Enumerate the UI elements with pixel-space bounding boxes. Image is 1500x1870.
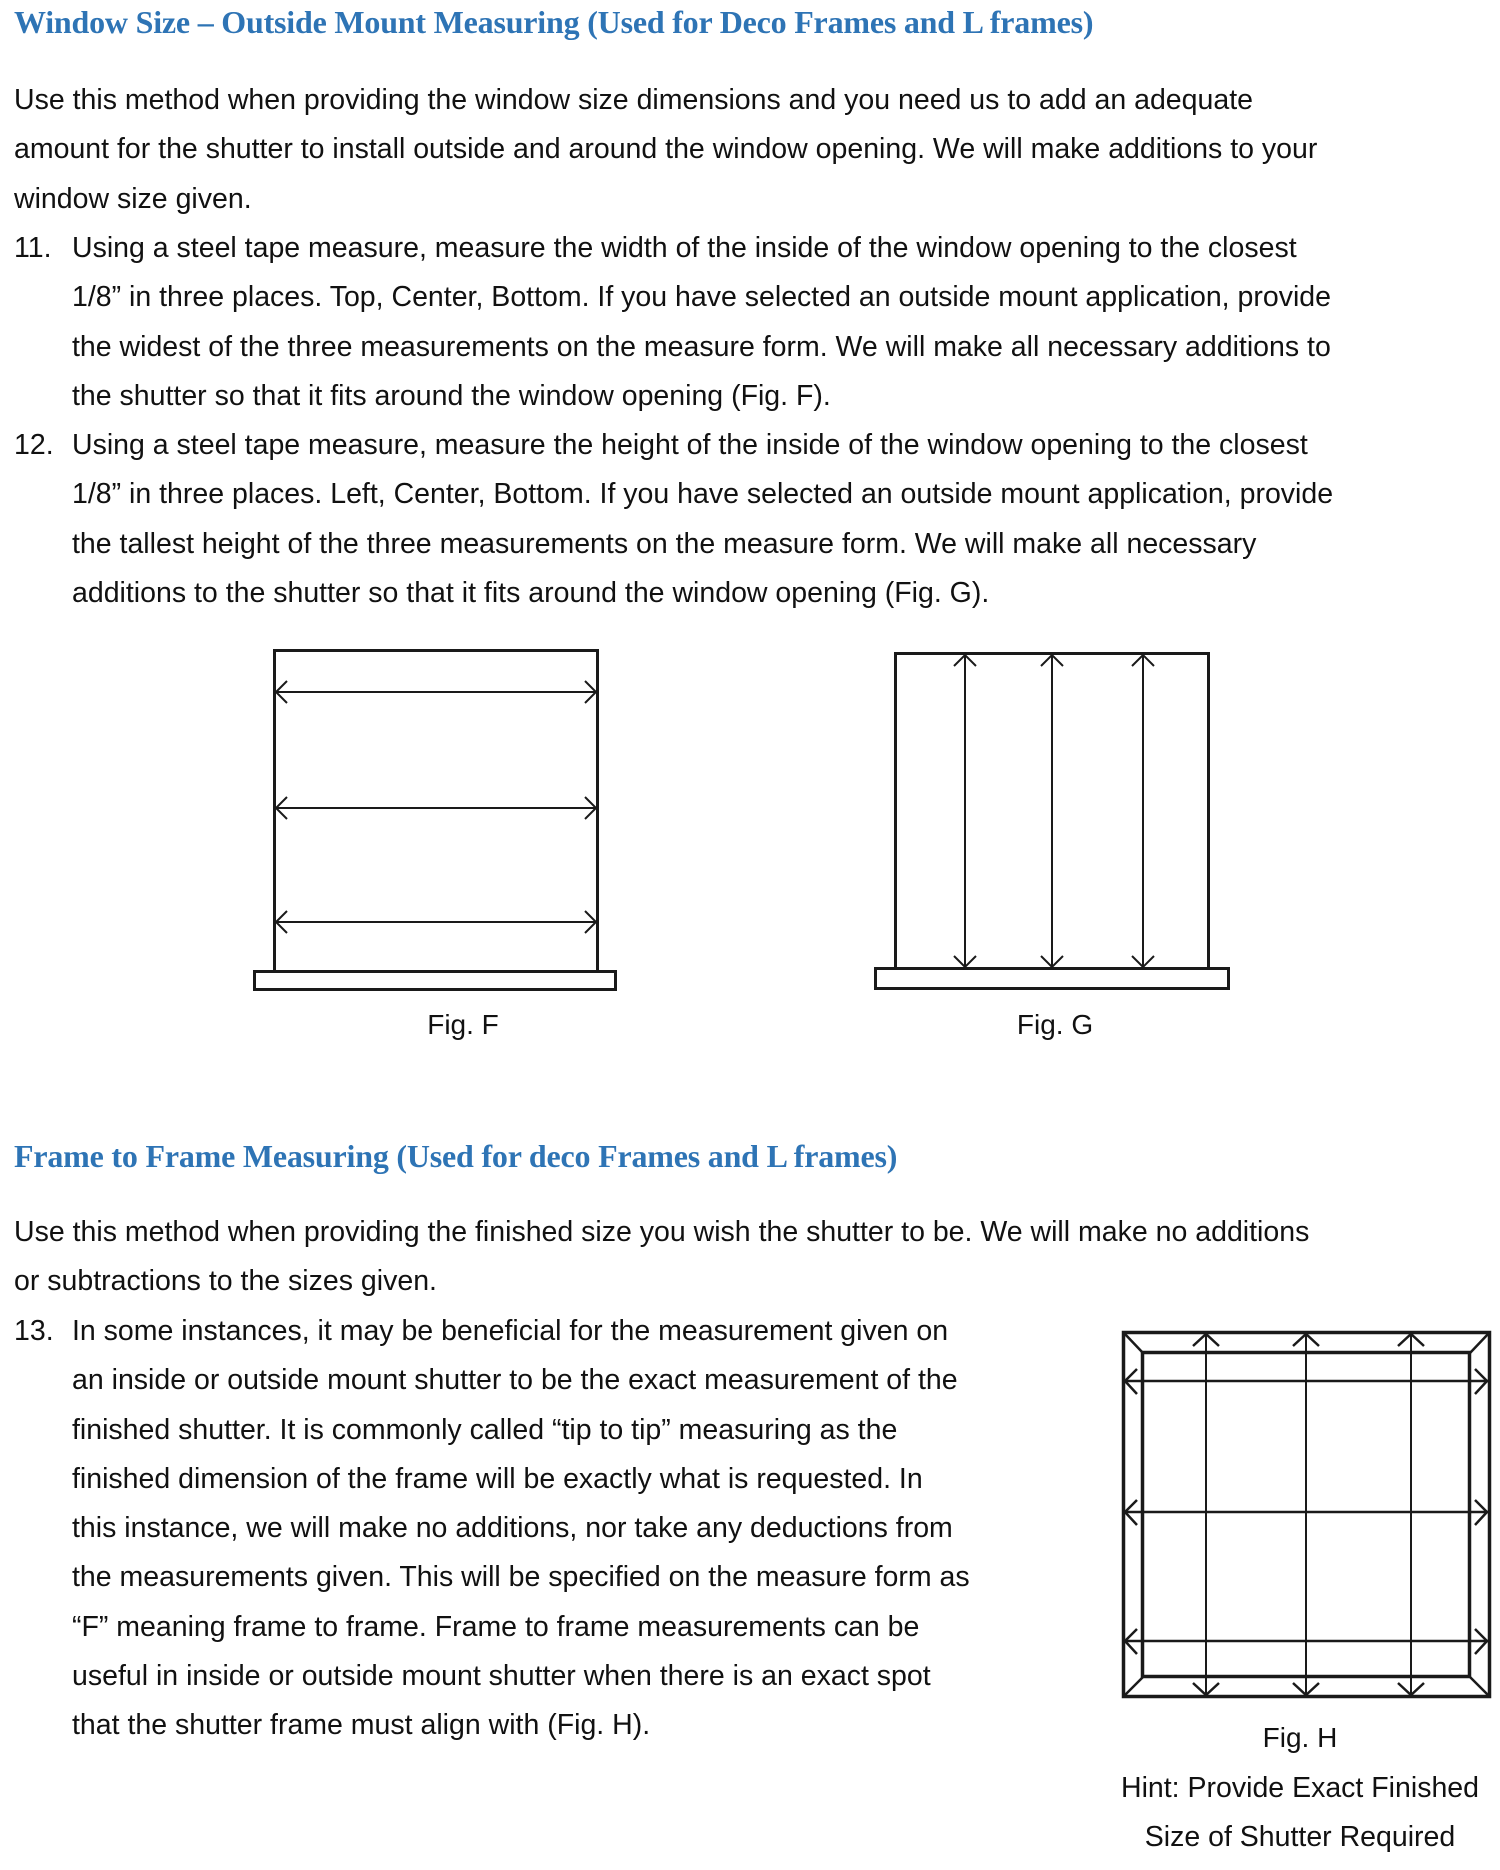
section-heading-frame-to-frame: Frame to Frame Measuring (Used for deco Frames and L frames) bbox=[14, 1138, 898, 1174]
step-line: this instance, we will make no additions, nor take any deductions from bbox=[72, 1512, 953, 1545]
window-frame bbox=[275, 651, 598, 972]
figure-h-frame-to-frame-diagram bbox=[1110, 1320, 1500, 1710]
step-line: that the shutter frame must align with (Fig. H). bbox=[72, 1709, 651, 1742]
figure-h-label: Fig. H bbox=[1262, 1722, 1338, 1753]
figure-f-width-measurement-diagram bbox=[240, 640, 630, 1000]
step-text bbox=[72, 224, 1331, 421]
step-line: the measurements given. This will be specified on the measure form as bbox=[72, 1561, 970, 1594]
intro-paragraph-outside-mount bbox=[14, 76, 1317, 224]
section-heading-outside-mount: Window Size – Outside Mount Measuring (Used for Deco Frames and L frames) bbox=[14, 4, 1094, 40]
intro-line: window size given. bbox=[14, 182, 252, 215]
step-line: Using a steel tape measure, measure the height of the inside of the window opening to the closest bbox=[72, 429, 1308, 461]
step-text bbox=[72, 1307, 970, 1751]
step-line: the shutter so that it fits around the window opening (Fig. F). bbox=[72, 379, 831, 412]
figure-f-label: Fig. F bbox=[427, 1009, 499, 1040]
step-number: 12. bbox=[14, 429, 54, 461]
intro-line: Use this method when providing the window size dimensions and you need us to add an adequate bbox=[14, 84, 1253, 116]
step-line: 1/8” in three places. Left, Center, Bottom. If you have selected an outside mount application, provide bbox=[72, 478, 1334, 511]
step-line: Using a steel tape measure, measure the width of the inside of the window opening to the closest bbox=[72, 232, 1297, 264]
window-sill bbox=[876, 969, 1229, 989]
step-text bbox=[72, 421, 1333, 618]
step-line: “F” meaning frame to frame. Frame to frame measurements can be bbox=[72, 1610, 920, 1643]
intro-line: amount for the shutter to install outside and around the window opening. We will make additions to your bbox=[14, 133, 1318, 166]
step-number: 11. bbox=[14, 232, 52, 264]
step-line: additions to the shutter so that it fits around the window opening (Fig. G). bbox=[72, 576, 990, 609]
figure-g-height-measurement-diagram bbox=[860, 640, 1250, 1000]
window-sill bbox=[255, 972, 616, 990]
step-line: an inside or outside mount shutter to be the exact measurement of the bbox=[72, 1364, 958, 1397]
step-line: In some instances, it may be beneficial for the measurement given on bbox=[72, 1315, 949, 1347]
step-line: the tallest height of the three measurements on the measure form. We will make all necessary bbox=[72, 527, 1257, 560]
step-line: finished shutter. It is commonly called “tip to tip” measuring as the bbox=[72, 1413, 898, 1446]
figure-h-hint bbox=[1121, 1764, 1479, 1862]
step-line: useful in inside or outside mount shutter when there is an exact spot bbox=[72, 1660, 931, 1693]
hint-line: Size of Shutter Required bbox=[1144, 1821, 1456, 1853]
hint-line: Hint: Provide Exact Finished bbox=[1121, 1772, 1479, 1804]
step-line: 1/8” in three places. Top, Center, Bottom. If you have selected an outside mount application, provide bbox=[72, 281, 1331, 314]
figure-g-label: Fig. G bbox=[1016, 1009, 1094, 1040]
intro-line: or subtractions to the sizes given. bbox=[14, 1265, 437, 1298]
step-number: 13. bbox=[14, 1315, 54, 1347]
step-line: finished dimension of the frame will be exactly what is requested. In bbox=[72, 1462, 923, 1495]
step-line: the widest of the three measurements on the measure form. We will make all necessary additions to bbox=[72, 330, 1331, 363]
intro-paragraph-frame-to-frame bbox=[14, 1208, 1309, 1307]
intro-line: Use this method when providing the finished size you wish the shutter to be. We will make no additions bbox=[14, 1216, 1310, 1248]
